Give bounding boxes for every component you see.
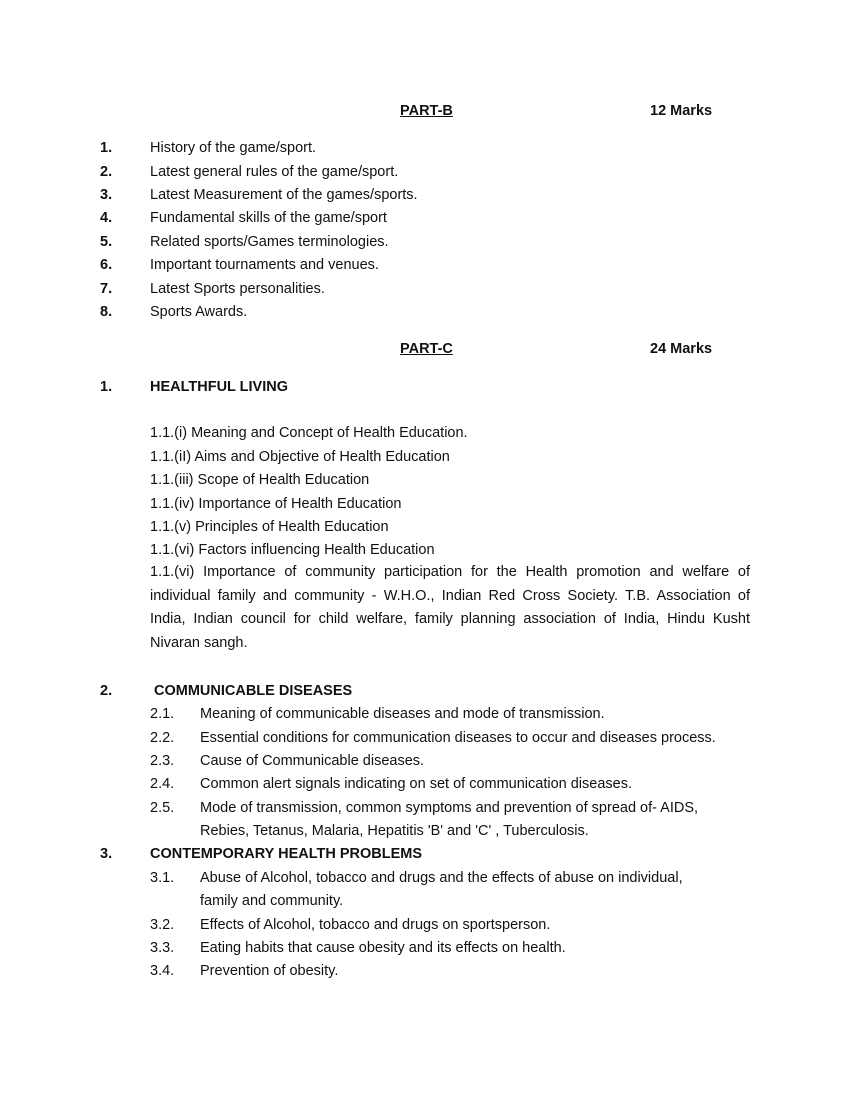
list-item: 1.1.(vi) Factors influencing Health Education xyxy=(150,542,435,558)
list-item: Cause of Communicable diseases. xyxy=(200,753,425,769)
list-item: Latest general rules of the game/sport. xyxy=(150,164,399,180)
list-item-number: 6. xyxy=(100,257,113,273)
list-item: Essential conditions for communication diseases to occur and diseases process. xyxy=(200,730,716,746)
list-item-number: 2.4. xyxy=(150,776,175,792)
list-item: Latest Sports personalities. xyxy=(150,281,325,297)
section-title-communicable-diseases: COMMUNICABLE DISEASES xyxy=(154,683,353,699)
list-item: Latest Measurement of the games/sports. xyxy=(150,187,418,203)
list-item: 1.1.(iI) Aims and Objective of Health Education xyxy=(150,449,450,465)
list-item-number: 5. xyxy=(100,234,113,250)
list-item: Abuse of Alcohol, tobacco and drugs and the effects of abuse on individual, xyxy=(200,870,683,886)
list-item: Important tournaments and venues. xyxy=(150,257,379,273)
section-number: 1. xyxy=(100,379,113,395)
list-item-number: 3.3. xyxy=(150,940,175,956)
section-number: 2. xyxy=(100,683,113,699)
section-number: 3. xyxy=(100,846,113,862)
list-item-continuation: Rebies, Tetanus, Malaria, Hepatitis 'B' and 'C' , Tuberculosis. xyxy=(200,823,589,839)
list-item-number: 3.1. xyxy=(150,870,175,886)
list-item-continuation: family and community. xyxy=(200,893,344,909)
part-b-marks: 12 Marks xyxy=(650,103,713,119)
list-item-number: 2.2. xyxy=(150,730,175,746)
list-item-number: 8. xyxy=(100,304,113,320)
section-title-contemporary-health-problems: CONTEMPORARY HEALTH PROBLEMS xyxy=(150,846,423,862)
list-item-number: 2.1. xyxy=(150,706,175,722)
list-item-number: 3. xyxy=(100,187,113,203)
part-c-marks: 24 Marks xyxy=(650,341,713,357)
list-item-number: 3.2. xyxy=(150,917,175,933)
part-c-heading: PART-C xyxy=(400,341,453,357)
list-item-number: 7. xyxy=(100,281,113,297)
section-title-healthful-living: HEALTHFUL LIVING xyxy=(150,379,289,395)
list-item: Effects of Alcohol, tobacco and drugs on sportsperson. xyxy=(200,917,551,933)
list-item: Fundamental skills of the game/sport xyxy=(150,210,387,226)
list-item-number: 2. xyxy=(100,164,113,180)
list-item: Eating habits that cause obesity and its effects on health. xyxy=(200,940,566,956)
list-item: 1.1.(i) Meaning and Concept of Health Education. xyxy=(150,425,468,441)
list-item: Related sports/Games terminologies. xyxy=(150,234,389,250)
list-item: Sports Awards. xyxy=(150,304,248,320)
list-item-number: 2.5. xyxy=(150,800,175,816)
list-item: Mode of transmission, common symptoms and prevention of spread of- AIDS, xyxy=(200,800,699,816)
part-b-heading: PART-B xyxy=(400,103,453,119)
list-item-number: 2.3. xyxy=(150,753,175,769)
list-item-number: 1. xyxy=(100,140,113,156)
list-item: 1.1.(iv) Importance of Health Education xyxy=(150,496,402,512)
list-item: Prevention of obesity. xyxy=(200,963,339,979)
community-participation-paragraph: 1.1.(vi) Importance of community participation for the Health promotion and welfare of individual family and community - W.H.O., Indian Red Cross Society. T.B. Association of India, Indian council for child welfare, family planning association of India, Hindu Kusht Nivaran sangh. xyxy=(150,564,750,651)
list-item: 1.1.(iii) Scope of Health Education xyxy=(150,472,370,488)
list-item: History of the game/sport. xyxy=(150,140,317,156)
list-item-number: 4. xyxy=(100,210,113,226)
list-item: Common alert signals indicating on set of communication diseases. xyxy=(200,776,632,792)
list-item: 1.1.(v) Principles of Health Education xyxy=(150,519,389,535)
list-item-number: 3.4. xyxy=(150,963,175,979)
list-item: Meaning of communicable diseases and mode of transmission. xyxy=(200,706,605,722)
